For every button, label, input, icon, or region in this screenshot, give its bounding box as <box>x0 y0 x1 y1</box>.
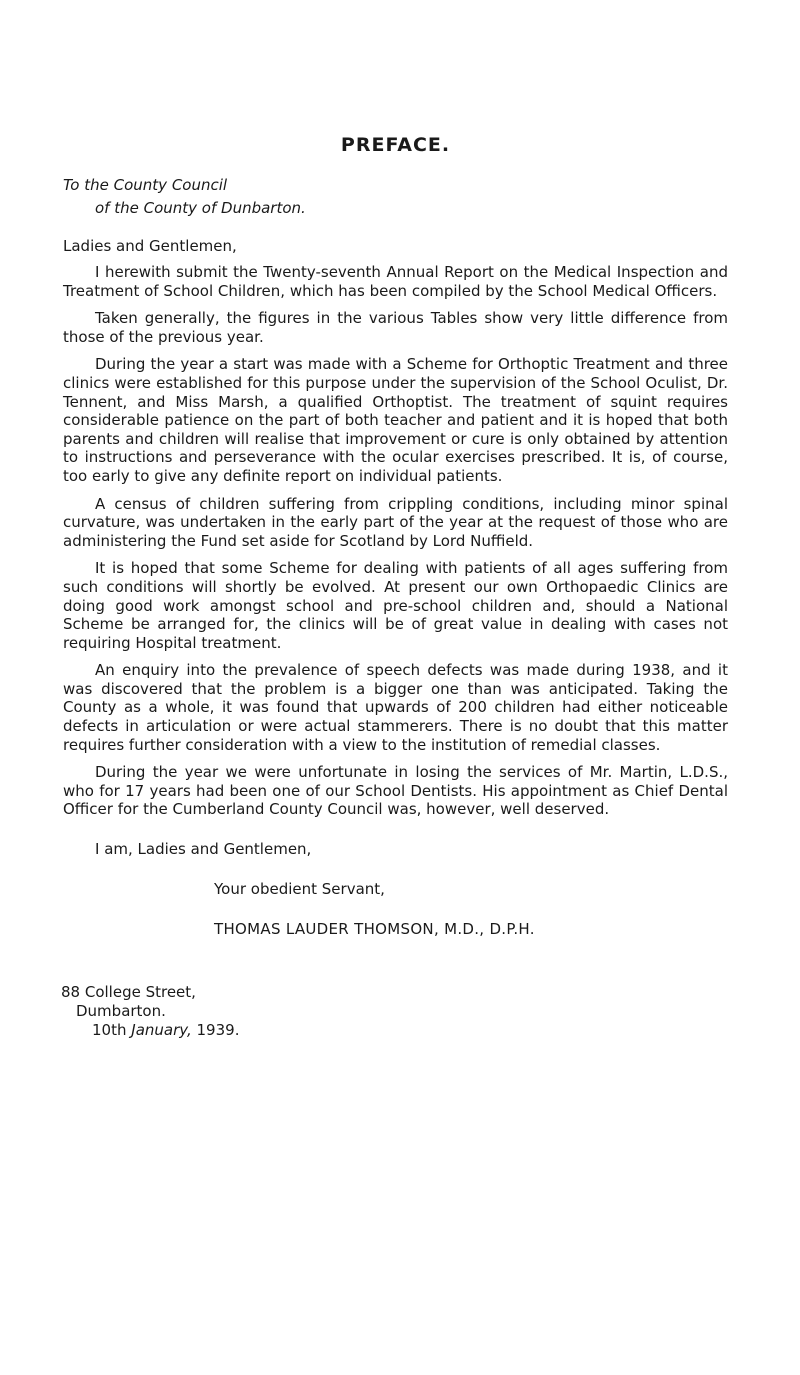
date-month: January, <box>131 1021 192 1040</box>
document-page <box>63 134 728 1040</box>
closing-line-1: I am, Ladies and Gentlemen, <box>95 840 312 859</box>
paragraph-5: It is hoped that some Scheme for dealing with patients of all ages suffering from such conditions will shortly be evolved. At present our own Orthopaedic Clinics are doing good work amongst school and pre-school children and, should a National Scheme be arranged for, the clinics will be of great value in dealing with cases not requiring Hospital treatment. <box>63 559 728 652</box>
signature: THOMAS LAUDER THOMSON, M.D., D.P.H. <box>214 920 535 939</box>
addressee-line-1: To the County Council <box>63 176 228 194</box>
addressee-line-2: of the County of Dunbarton. <box>95 199 306 217</box>
paragraph-7: During the year we were unfortunate in losing the services of Mr. Martin, L.D.S., who for 17 years had been one of our School Dentists. His appointment as Chief Dental Officer for the Cumberland County Council was, however, well deserved. <box>63 763 728 819</box>
date-day: 10th <box>92 1021 127 1040</box>
address-town: Dumbarton. <box>76 1002 166 1021</box>
paragraph-2: Taken generally, the figures in the various Tables show very little difference from those of the previous year. <box>63 309 728 346</box>
page-title: PREFACE. <box>340 134 451 156</box>
address-date <box>92 1021 728 1040</box>
date-year: 1939. <box>196 1021 240 1040</box>
sender-address <box>61 983 728 1040</box>
paragraph-6: An enquiry into the prevalence of speech defects was made during 1938, and it was discovered that the problem is a bigger one than was anticipated. Taking the County as a whole, it was found that upwards of 200 children had either noticeable defects in articulation or were actual stammerers. There is no doubt that this matter requires further consideration with a view to the institution of remedial classes. <box>63 661 728 754</box>
closing-line-2: Your obedient Servant, <box>214 880 385 899</box>
paragraph-4: A census of children suffering from crippling conditions, including minor spinal curvature, was undertaken in the early part of the year at the request of those who are administering the Fund set aside for Scotland by Lord Nuffield. <box>63 494 728 550</box>
paragraph-1: I herewith submit the Twenty-seventh Annual Report on the Medical Inspection and Treatment of School Children, which has been compiled by the School Medical Officers. <box>63 263 728 300</box>
paragraph-3: During the year a start was made with a Scheme for Orthoptic Treatment and three clinics were established for this purpose under the supervision of the School Oculist, Dr. Tennent, and Miss Marsh, a qualified Orthoptist. The treatment of squint requires considerable patience on the part of both teacher and patient and it is hoped that both parents and children will realise that improvement or cure is only obtained by attention to instructions and perseverance with the ocular exercises prescribed. It is, of course, too early to give any definite report on individual patients. <box>63 355 728 485</box>
address-street: 88 College Street, <box>61 983 196 1002</box>
salutation: Ladies and Gentlemen, <box>63 237 237 255</box>
